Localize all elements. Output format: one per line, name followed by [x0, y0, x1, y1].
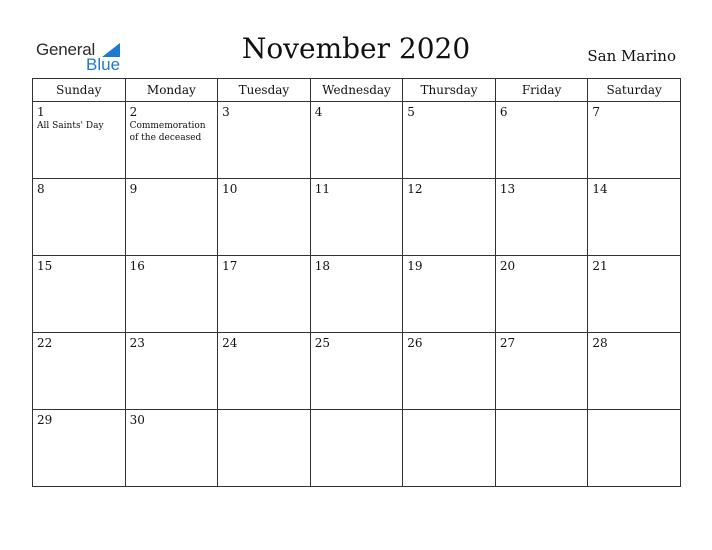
day-cell [403, 333, 496, 410]
day-cell [588, 256, 681, 333]
day-number: 23 [129, 336, 145, 350]
day-cell [33, 410, 126, 487]
day-number: 2 [129, 105, 138, 119]
day-number: 16 [129, 259, 145, 273]
day-cell-empty [218, 410, 311, 487]
day-number: 4 [314, 105, 323, 119]
day-cell-empty [495, 410, 588, 487]
day-number: 20 [499, 259, 516, 273]
holiday-label: All Saints' Day [37, 121, 104, 131]
day-cell-empty [403, 410, 496, 487]
day-cell [33, 102, 126, 179]
day-cell [125, 179, 218, 256]
day-number: 7 [592, 105, 601, 119]
day-number: 12 [407, 182, 423, 196]
day-cell [310, 179, 403, 256]
day-number: 19 [407, 259, 423, 273]
day-cell [33, 333, 126, 410]
weekday-tuesday: Tuesday [218, 79, 311, 102]
week-row [33, 102, 681, 179]
week-row [33, 256, 681, 333]
day-cell [125, 410, 218, 487]
week-row [33, 179, 681, 256]
day-number: 8 [37, 182, 45, 196]
weekday-friday: Friday [495, 79, 588, 102]
day-number: 6 [499, 105, 508, 119]
day-number: 27 [499, 336, 516, 350]
day-cell [310, 333, 403, 410]
day-number: 11 [314, 182, 330, 196]
weekday-wednesday: Wednesday [310, 79, 403, 102]
day-cell [588, 102, 681, 179]
day-number: 1 [37, 105, 45, 119]
day-number: 21 [592, 259, 608, 273]
day-cell [495, 179, 588, 256]
day-cell [495, 102, 588, 179]
day-number: 29 [37, 413, 53, 427]
calendar-title: November 2020 [241, 32, 471, 65]
day-number: 28 [592, 336, 608, 350]
day-number: 24 [222, 336, 238, 350]
weekday-sunday: Sunday [33, 79, 126, 102]
day-cell [310, 256, 403, 333]
weekday-header-row [33, 79, 681, 102]
day-number: 17 [222, 259, 238, 273]
day-cell [588, 333, 681, 410]
month-calendar [32, 78, 681, 487]
day-number: 18 [314, 259, 330, 273]
day-cell-empty [588, 410, 681, 487]
day-cell [125, 333, 218, 410]
day-number: 22 [37, 336, 53, 350]
day-number: 15 [37, 259, 53, 273]
day-number: 9 [129, 182, 138, 196]
day-cell [218, 256, 311, 333]
weekday-saturday: Saturday [588, 79, 681, 102]
day-cell [125, 256, 218, 333]
day-cell [218, 333, 311, 410]
day-cell [495, 333, 588, 410]
week-row [33, 410, 681, 487]
day-cell [403, 179, 496, 256]
day-number: 25 [314, 336, 330, 350]
day-cell [310, 102, 403, 179]
day-number: 26 [407, 336, 423, 350]
week-row [33, 333, 681, 410]
day-cell [218, 102, 311, 179]
day-number: 14 [592, 182, 608, 196]
weekday-thursday: Thursday [403, 79, 496, 102]
day-cell [33, 179, 126, 256]
day-cell [403, 102, 496, 179]
day-cell [588, 179, 681, 256]
holiday-label: Commemoration of the deceased [129, 121, 206, 143]
day-cell-empty [310, 410, 403, 487]
day-number: 30 [129, 413, 145, 427]
day-number: 5 [407, 105, 415, 119]
logo-text-general: General [36, 40, 96, 59]
weekday-monday: Monday [125, 79, 218, 102]
country-label: San Marino [587, 47, 676, 65]
day-cell [125, 102, 218, 179]
logo-text-blue: Blue [86, 55, 121, 74]
day-cell [218, 179, 311, 256]
day-number: 13 [499, 182, 516, 196]
day-number: 10 [222, 182, 238, 196]
day-cell [403, 256, 496, 333]
day-cell [33, 256, 126, 333]
day-cell [495, 256, 588, 333]
day-number: 3 [222, 105, 230, 119]
